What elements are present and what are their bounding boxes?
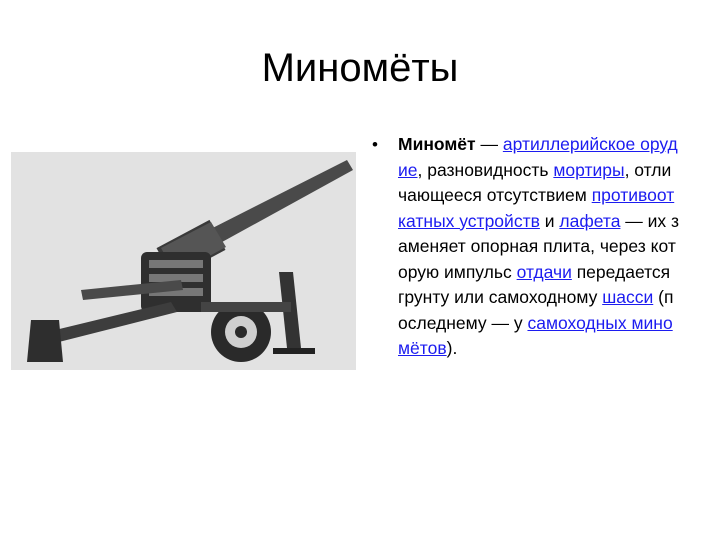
link-recoil[interactable]: отдачи <box>516 261 572 282</box>
text-part: — <box>475 134 503 154</box>
mortar-photo <box>11 152 356 370</box>
link-artillery-weapon[interactable]: артиллерийское орудие <box>398 134 678 180</box>
body-text <box>372 132 680 362</box>
slide-title: Миномёты <box>261 46 459 90</box>
text-part: , отличающееся отсутствием <box>398 159 672 205</box>
text-part: (последнему — у <box>398 287 674 333</box>
text-part: ). <box>446 338 458 358</box>
link-gun-carriage[interactable]: лафета <box>559 210 621 231</box>
text-part: передается грунту или самоходному <box>398 261 671 307</box>
link-chassis[interactable]: шасси <box>602 287 654 307</box>
link-self-propelled-mortars[interactable]: самоходных миномётов <box>398 312 673 358</box>
text-part: и <box>539 210 560 231</box>
term-mortar: Миномёт <box>398 134 476 154</box>
bullet: • <box>372 135 378 154</box>
link-mortars[interactable]: мортиры <box>553 159 625 180</box>
link-recoil-devices[interactable]: противооткатных устройств <box>398 185 675 231</box>
text-part: , разновидность <box>417 159 554 180</box>
text-part: — их заменяет опорная плита, через которую импульс <box>398 210 680 282</box>
